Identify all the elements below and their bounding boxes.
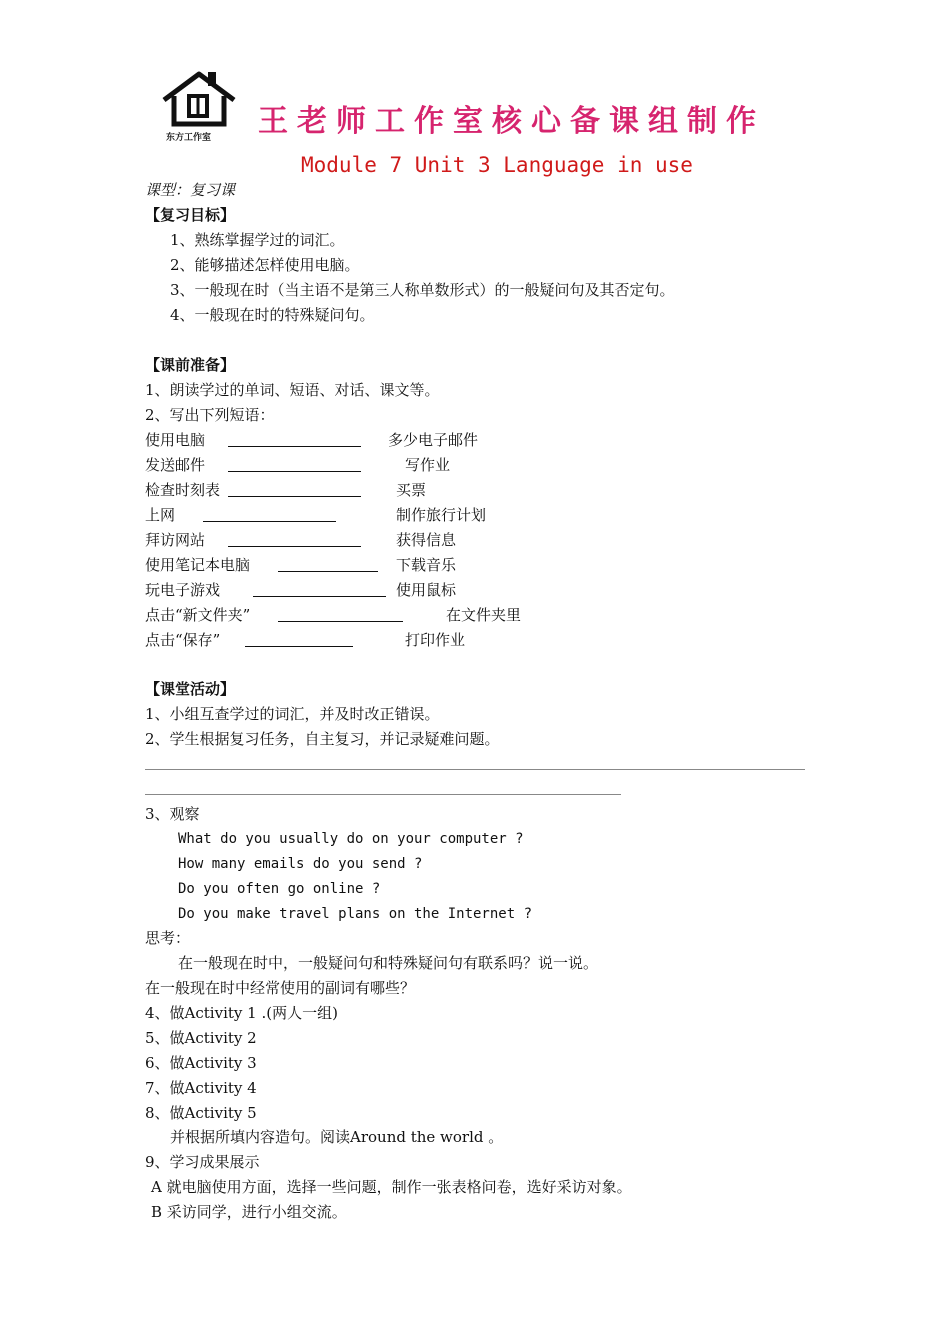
phrase-right: 制作旅行计划 [396, 506, 487, 524]
phrase-left: 使用笔记本电脑 [145, 556, 251, 574]
answer-blank[interactable] [228, 532, 361, 547]
answer-blank[interactable] [253, 582, 386, 597]
show-item-b: B 采访同学，进行小组交流。 [151, 1203, 347, 1221]
phrase-left: 发送邮件 [145, 456, 206, 474]
activity-item: 1、小组互查学过的词汇，并及时改正错误。 [145, 705, 440, 723]
show-heading: 9、学习成果展示 [145, 1153, 260, 1171]
example-sentence: Do you often go online ? [178, 881, 381, 897]
answer-line[interactable] [145, 794, 621, 795]
prep-heading: 【课前准备】 [145, 356, 236, 374]
banner-text: 王老师工作室核心备课组制作 [258, 104, 765, 139]
phrase-left: 拜访网站 [145, 531, 206, 549]
task-note: 并根据所填内容造句。阅读Around the world 。 [170, 1128, 504, 1146]
activity-item: 2、学生根据复习任务，自主复习，并记录疑难问题。 [145, 730, 500, 748]
phrase-right: 在文件夹里 [446, 606, 522, 624]
goal-item: 3、一般现在时（当主语不是第三人称单数形式）的一般疑问句及其否定句。 [170, 281, 675, 299]
phrase-left: 点击“保存” [145, 631, 221, 649]
phrase-left: 玩电子游戏 [145, 581, 221, 599]
phrase-right: 写作业 [405, 456, 451, 474]
task-item: 7、做Activity 4 [145, 1079, 257, 1097]
answer-blank[interactable] [278, 607, 403, 622]
prep-item: 2、写出下列短语： [145, 406, 275, 424]
task-item: 8、做Activity 5 [145, 1104, 257, 1122]
goals-heading: 【复习目标】 [145, 206, 236, 224]
phrase-right: 获得信息 [396, 531, 457, 549]
logo [158, 68, 240, 144]
goal-item: 1、熟练掌握学过的词汇。 [170, 231, 345, 249]
example-sentence: Do you make travel plans on the Internet ? [178, 906, 533, 922]
phrase-left: 点击“新文件夹” [145, 606, 251, 624]
think-question: 在一般现在时中经常使用的副词有哪些？ [145, 979, 416, 997]
phrase-right: 买票 [396, 481, 427, 499]
answer-blank[interactable] [228, 457, 361, 472]
logo-caption: 东方工作室 [166, 133, 212, 143]
show-item-a: A 就电脑使用方面，选择一些问题，制作一张表格问卷，选好采访对象。 [151, 1178, 632, 1196]
activity-heading: 【课堂活动】 [145, 680, 236, 698]
think-question: 在一般现在时中，一般疑问句和特殊疑问句有联系吗？说一说。 [178, 954, 599, 972]
answer-blank[interactable] [203, 507, 336, 522]
phrase-left: 上网 [145, 506, 176, 524]
phrase-right: 多少电子邮件 [388, 431, 479, 449]
page-title: Module 7 Unit 3 Language in use [301, 153, 693, 177]
answer-blank[interactable] [245, 632, 353, 647]
task-item: 4、做Activity 1 .(两人一组) [145, 1004, 338, 1022]
answer-line[interactable] [145, 769, 805, 770]
prep-item: 1、朗读学过的单词、短语、对话、课文等。 [145, 381, 440, 399]
phrase-left: 使用电脑 [145, 431, 206, 449]
answer-blank[interactable] [228, 482, 361, 497]
phrase-right: 使用鼠标 [396, 581, 457, 599]
activity-item: 3、观察 [145, 805, 200, 823]
think-label: 思考： [145, 929, 191, 947]
task-item: 5、做Activity 2 [145, 1029, 257, 1047]
goal-item: 2、能够描述怎样使用电脑。 [170, 256, 360, 274]
phrase-left: 检查时刻表 [145, 481, 221, 499]
course-type: 课型：复习课 [145, 181, 236, 199]
task-item: 6、做Activity 3 [145, 1054, 257, 1072]
answer-blank[interactable] [228, 432, 361, 447]
goal-item: 4、一般现在时的特殊疑问句。 [170, 306, 375, 324]
example-sentence: What do you usually do on your computer ? [178, 831, 524, 847]
phrase-right: 下载音乐 [396, 556, 457, 574]
answer-blank[interactable] [278, 557, 378, 572]
phrase-right: 打印作业 [405, 631, 466, 649]
example-sentence: How many emails do you send ? [178, 856, 423, 872]
house-icon [158, 68, 240, 128]
